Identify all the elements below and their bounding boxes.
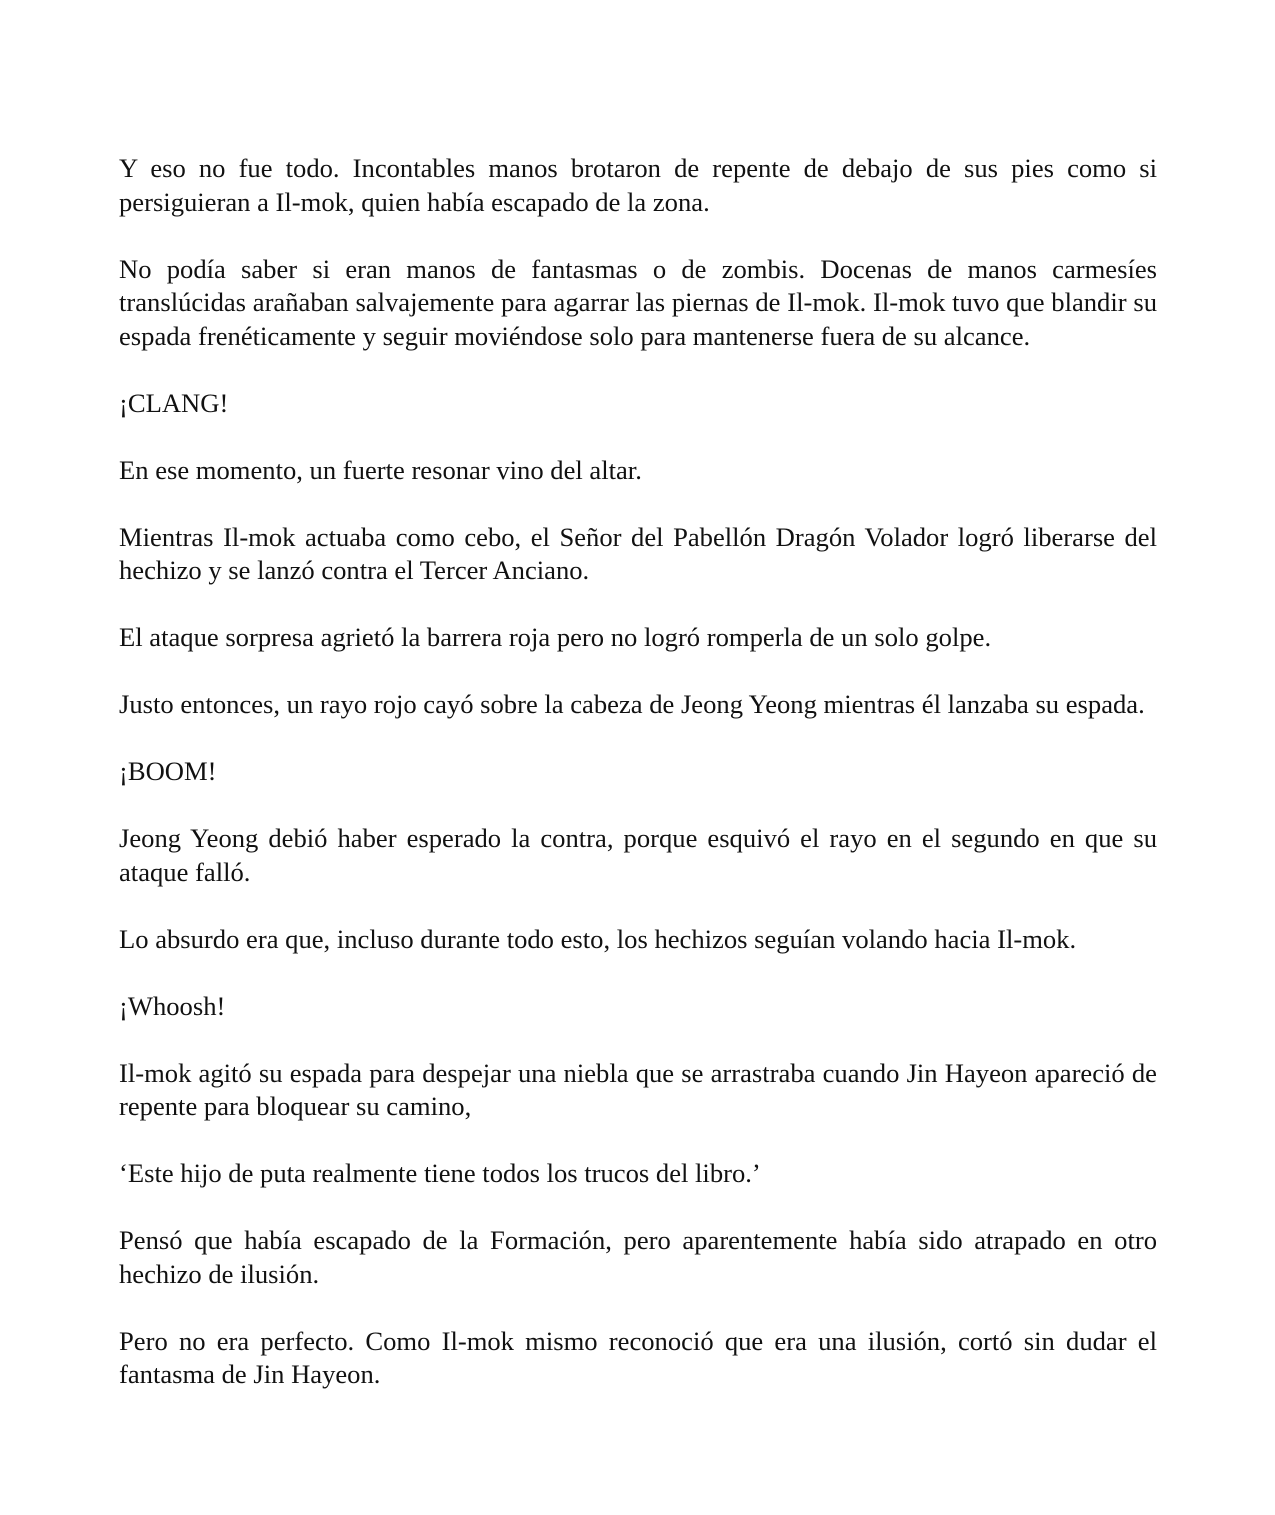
paragraph: Pensó que había escapado de la Formación, pero aparentemente había sido atrapado en otro hechizo de ilusión. [119,1225,1157,1289]
paragraph: Il-mok agitó su espada para despejar una niebla que se arrastraba cuando Jin Hayeon apareció de repente para bloquear su camino, [119,1057,1157,1121]
paragraph: ‘Este hijo de puta realmente tiene todos los trucos del libro.’ [119,1158,761,1188]
paragraph: En ese momento, un fuerte resonar vino del altar. [119,454,642,485]
paragraph: Y eso no fue todo. Incontables manos brotaron de repente de debajo de sus pies como si persiguieran a Il-mok, quien había escapado de la zona. [119,153,1157,217]
paragraph: Justo entonces, un rayo rojo cayó sobre la cabeza de Jeong Yeong mientras él lanzaba su espada. [119,689,1145,719]
paragraph: ¡CLANG! [119,387,229,418]
paragraph: No podía saber si eran manos de fantasmas o de zombis. Docenas de manos carmesíes translúcidas arañaban salvajemente para agarrar las piernas de Il-mok. Il-mok tuvo que blandir su espada frenéticamente y seguir moviéndose solo para mantenerse fuera de su alcance. [119,253,1157,351]
paragraph: El ataque sorpresa agrietó la barrera roja pero no logró romperla de un solo golpe. [119,622,992,652]
paragraph: ¡BOOM! [119,756,217,786]
paragraph: ¡Whoosh! [119,990,226,1021]
document-body [119,152,1157,1392]
paragraph: Pero no era perfecto. Como Il-mok mismo reconoció que era una ilusión, cortó sin dudar el fantasma de Jin Hayeon. [119,1325,1157,1389]
paragraph: Jeong Yeong debió haber esperado la contra, porque esquivó el rayo en el segundo en que su ataque falló. [119,823,1157,887]
paragraph: Mientras Il-mok actuaba como cebo, el Señor del Pabellón Dragón Volador logró liberarse del hechizo y se lanzó contra el Tercer Anciano. [119,521,1157,585]
paragraph: Lo absurdo era que, incluso durante todo esto, los hechizos seguían volando hacia Il-mok. [119,923,1077,954]
